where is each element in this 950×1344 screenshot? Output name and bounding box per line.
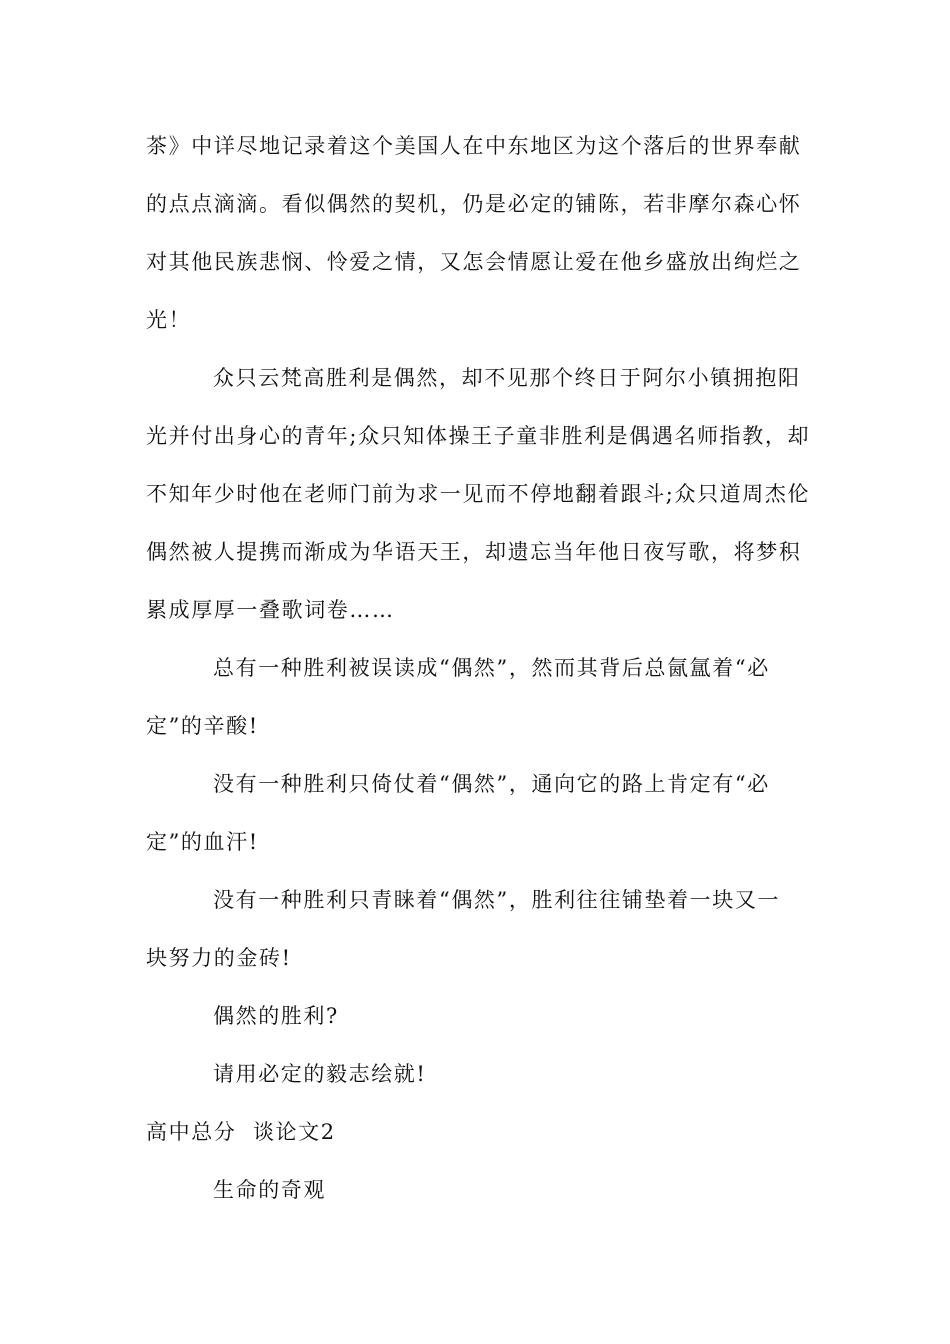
paragraph-5 xyxy=(146,871,810,987)
text-line: 偶然的胜利? xyxy=(213,1004,339,1028)
text-line: 偶然被人提携而渐成为华语天王，却遗忘当年他日夜写歌，将梦积 xyxy=(146,540,802,564)
text-line: 茶》中详尽地记录着这个美国人在中东地区为这个落后的世界奉献 xyxy=(146,134,802,158)
paragraph-1 xyxy=(146,117,810,349)
section-heading: 高中总分 谈论文2 xyxy=(146,1120,336,1144)
document-body xyxy=(146,117,810,1219)
paragraph-6 xyxy=(146,987,810,1045)
text-line: 光并付出身心的青年;众只知体操王子童非胜利是偶遇名师指教，却 xyxy=(146,424,811,448)
text-line: 没有一种胜利只青睐着“偶然”，胜利往往铺垫着一块又一 xyxy=(213,888,781,912)
text-line: 光！ xyxy=(146,308,192,332)
paragraph-4 xyxy=(146,755,810,871)
text-line: 块努力的金砖! xyxy=(146,946,292,970)
text-line: 总有一种胜利被误读成“偶然”，然而其背后总氤氲着“必 xyxy=(213,656,770,680)
text-line: 请用必定的毅志绘就! xyxy=(213,1062,427,1086)
text-line: 的点点滴滴。看似偶然的契机，仍是必定的铺陈，若非摩尔森心怀 xyxy=(146,192,802,216)
paragraph-3 xyxy=(146,639,810,755)
text-line: 不知年少时他在老师门前为求一见而不停地翻着跟斗;众只道周杰伦 xyxy=(146,482,811,506)
section-subheading: 生命的奇观 xyxy=(213,1178,326,1202)
text-line: 定”的辛酸! xyxy=(146,714,259,738)
paragraph-7 xyxy=(146,1045,810,1103)
text-line: 众只云梵高胜利是偶然，却不见那个终日于阿尔小镇拥抱阳 xyxy=(213,366,801,390)
text-line: 没有一种胜利只倚仗着“偶然”，通向它的路上肯定有“必 xyxy=(213,772,770,796)
text-line: 对其他民族悲悯、怜爱之情，又怎会情愿让爱在他乡盛放出绚烂之 xyxy=(146,250,802,274)
text-line: 定”的血汗! xyxy=(146,830,259,854)
text-line: 累成厚厚一叠歌词卷…… xyxy=(146,598,395,622)
paragraph-2 xyxy=(146,349,810,639)
